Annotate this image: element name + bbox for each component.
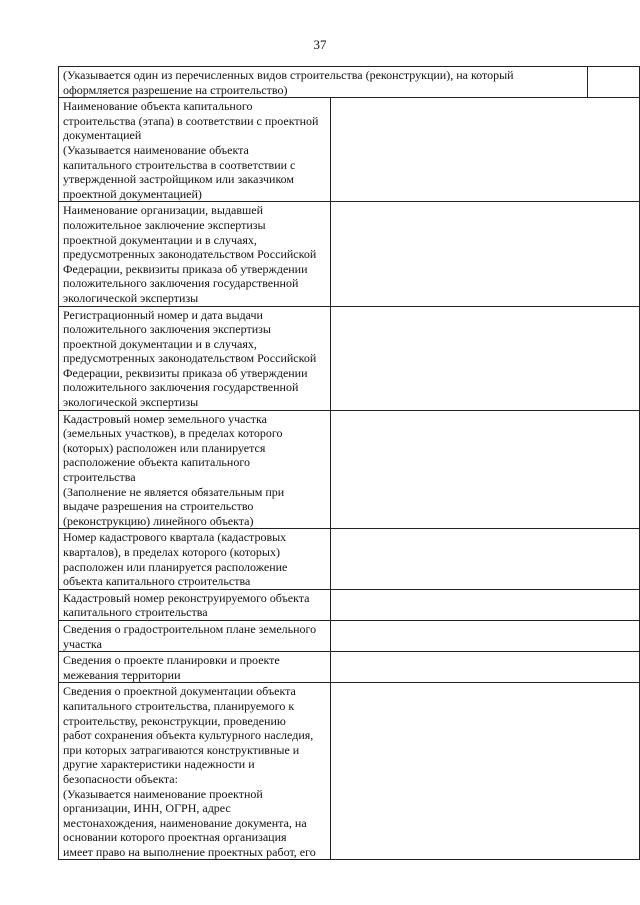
form-row-cadastral-quarter [59,529,640,589]
form-row-object-name [59,98,640,202]
value-cell-urban-plan[interactable] [331,620,640,651]
form-row-project-documentation [59,683,640,860]
value-cell-land-cadastral-number[interactable] [331,410,640,529]
page-number: 37 [313,37,327,52]
row-label: Наименование объекта капитального строительства (этапа) в соответствии с проектной документацией (Указывается наименование объекта капитального строительства в соответствии с утвержденной застройщиком или заказчиком проектной документацией) [63,99,319,201]
row-label: Сведения о проектной документации объекта капитального строительства, планируемого к строительству, реконструкции, проведению работ сохранения объекта культурного наследия, при которых затрагиваются конструктивные и другие характеристики надежности и безопасности объекта: (Указывается наименование проектной организации, ИНН, ОГРН, адрес местонахождения, наименование документа, на основании которого проектная организация имеет право на выполнение проектных работ, его [63,684,316,859]
row-label: Кадастровый номер земельного участка (земельных участков), в пределах которого (которых) расположен или планируется расположение объекта капитального строительства (Заполнение не является обязательным при выдаче разрешения на строительство (реконструкцию) линейного объекта) [63,411,285,528]
row-label: Наименование организации, выдавшей положительное заключение экспертизы проектной документации и в случаях, предусмотренных законодательством Российской Федерации, реквизиты приказа об утверждении положительного заключения государственной экологической экспертизы [63,203,317,305]
row-label-cell [59,620,331,651]
form-row-land-cadastral-number [59,410,640,529]
value-cell-object-name[interactable] [331,98,640,202]
row-label-cell [59,410,331,529]
row-label: Сведения о проекте планировки и проекте межевания территории [63,653,280,682]
construction-type-note-text: (Указывается один из перечисленных видов строительства (реконструкции), на который оформляется разрешение на строительство) [63,68,514,97]
row-label: Номер кадастрового квартала (кадастровых кварталов), в пределах которого (которых) расположен или планируется расположение объекта капитального строительства [63,530,288,589]
value-cell-expertise-number-date[interactable] [331,306,640,410]
row-label-cell [59,652,331,683]
row-label: Сведения о градостроительном плане земельного участка [63,621,317,651]
row-label: Кадастровый номер реконструируемого объекта капитального строительства [63,590,310,620]
row-label-cell [59,589,331,620]
permit-form-table [58,66,640,860]
form-row-planning-project [59,652,640,683]
row-label-cell [59,683,331,860]
row-label: Регистрационный номер и дата выдачи положительного заключения экспертизы проектной документации и в случаях, предусмотренных законодательством Российской Федерации, реквизиты приказа об утверждении положительного заключения государственной экологической экспертизы [63,307,317,410]
value-cell-planning-project[interactable] [331,652,640,683]
form-row-urban-plan [59,620,640,651]
form-row-expertise-number-date [59,306,640,410]
row-label-cell [59,98,331,202]
form-row-expertise-organization [59,202,640,306]
value-cell-project-documentation[interactable] [331,683,640,860]
row-label-cell [59,202,331,306]
value-cell-reconstructed-object-number[interactable] [331,589,640,620]
row-label-cell [59,529,331,589]
value-cell-cadastral-quarter[interactable] [331,529,640,589]
construction-type-value-cell[interactable] [588,67,640,98]
row-label-cell [59,306,331,410]
construction-type-note [59,67,588,98]
form-row-reconstructed-object-number [59,589,640,620]
construction-type-row [59,67,640,98]
value-cell-expertise-organization[interactable] [331,202,640,306]
